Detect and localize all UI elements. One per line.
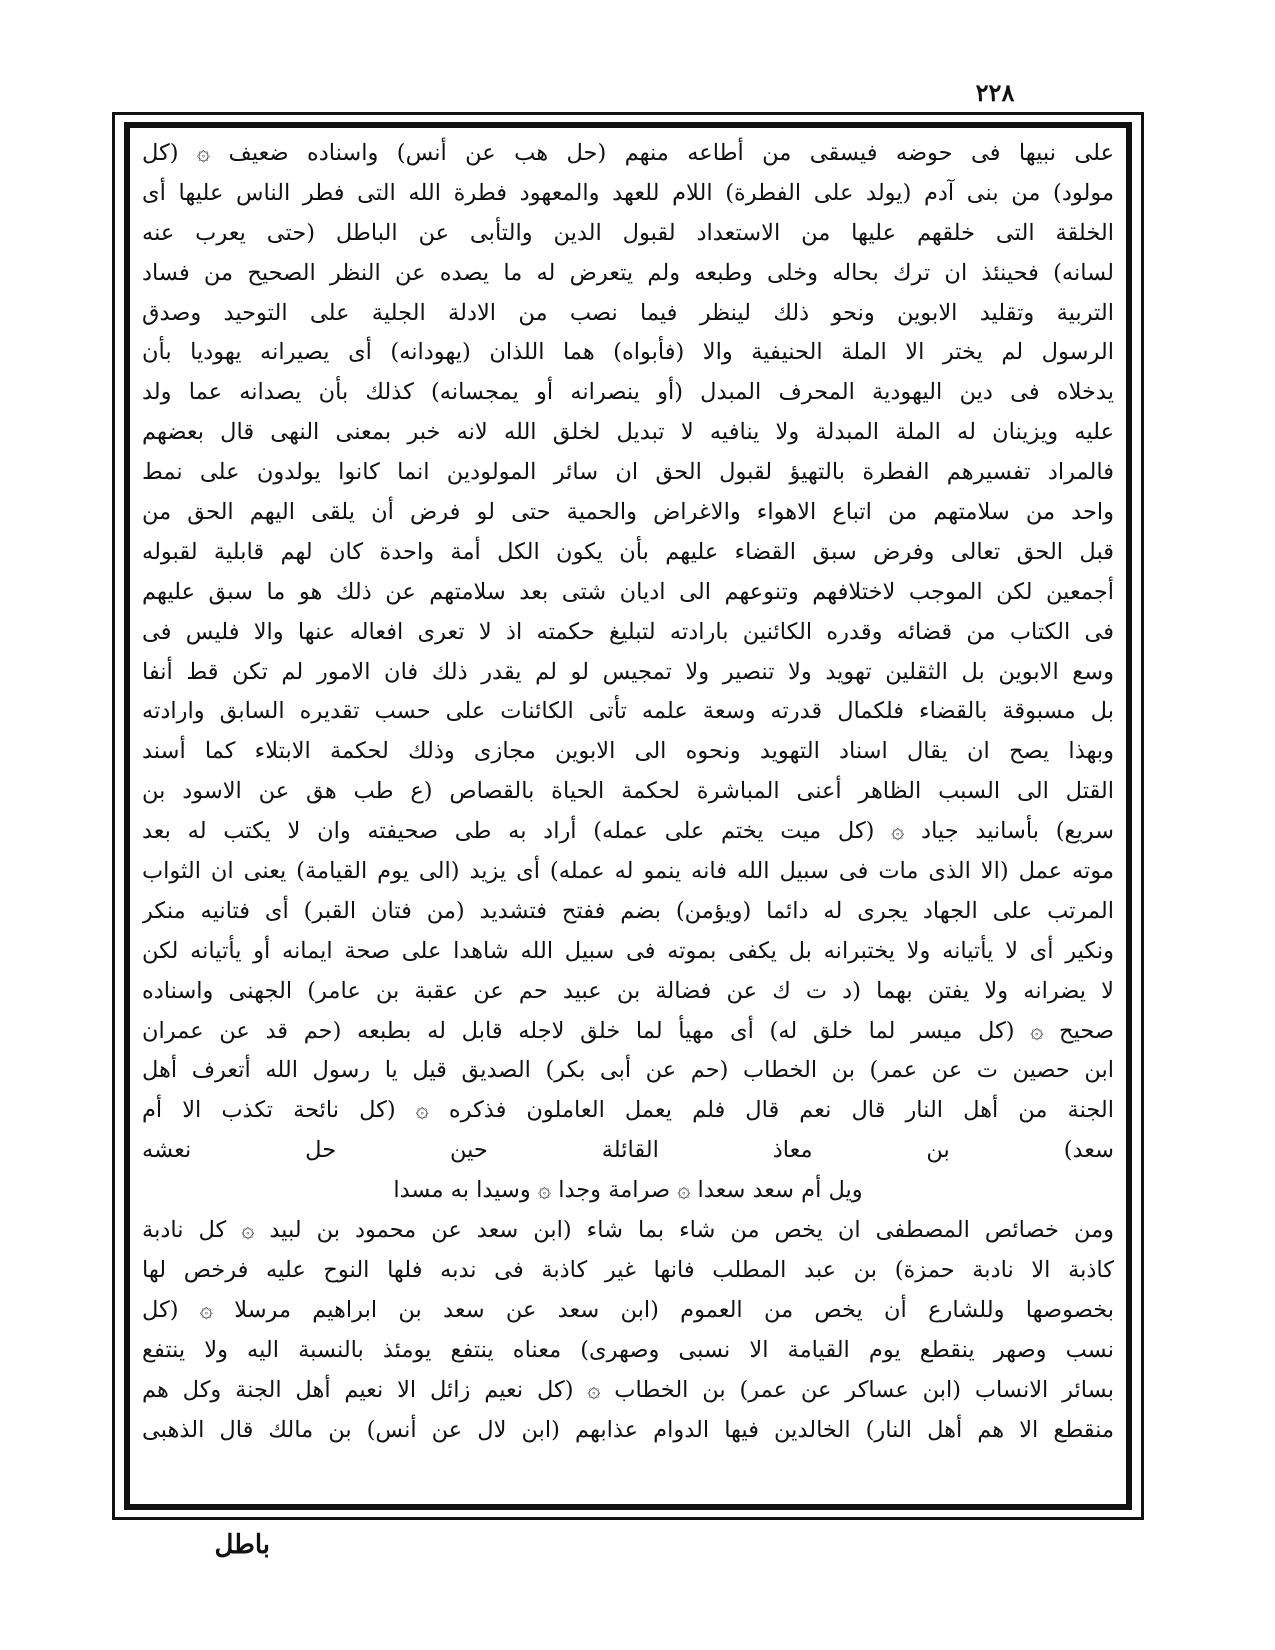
- text-line: بل مسبوقة بالقضاء فلكمال قدرته وسعة علمه تأتى الكائنات على حسب تقديره السابق وارادته: [142, 698, 1114, 725]
- text-line: صحيح ۞ (كل ميسر لما خلق له) أى مهيأ لما خلق لاجله قابل له بطبعه (حم قد عن عمران: [142, 1017, 1114, 1044]
- text-line: الخلقة التى خلقهم عليها من الاستعداد لقبول الدين والتأبى عن الباطل (حتى يعرب عنه: [142, 219, 1114, 246]
- text-line: وبهذا يصح ان يقال اسناد التهويد ونحوه الى الابوين مجازى وذلك لحكمة الابتلاء كما أسند: [142, 738, 1114, 765]
- text-line: فى الكتاب من قضائه وقدره الكائنين بارادته لتبليغ حكمته اذ لا تعرى افعاله عنها والا فليس فى: [142, 618, 1114, 645]
- text-line: التربية وتقليد الابوين ونحو ذلك لينظر فيما نصب من الادلة الجلية على التوحيد وصدق: [142, 299, 1114, 326]
- text-line: يدخلاه فى دين اليهودية المحرف المبدل (أو ينصرانه أو يمجسانه) كذلك بأن يصدانه عما ولد: [142, 379, 1114, 406]
- text-line: لسانه) فحينئذ ان ترك بحاله وخلى وطبعه ولم يتعرض له ما يصده عن النظر الصحيح من فساد: [142, 259, 1114, 286]
- text-line: الرسول لم يختر الا الملة الحنيفية والا (فأبواه) هما اللذان (يهودانه) أى يصيرانه يهوديا بأن: [142, 339, 1114, 366]
- text-line: مولود) من بنى آدم (يولد على الفطرة) اللام للعهد والمعهود فطرة الله التى فطر الناس عليها أى: [142, 179, 1114, 206]
- text-line: وسع الابوين بل الثقلين تهويد ولا تنصير ولا تمجيس لو لم يقدر ذلك فان الامور لم تكن قط أنفا: [142, 658, 1114, 685]
- text-line: قبل الحق تعالى وفرض سبق القضاء عليهم بأن يكون الكل أمة واحدة كان لهم قابلية لقبوله: [142, 538, 1114, 565]
- text-line: ومن خصائص المصطفى ان يخص من شاء بما شاء (ابن سعد عن محمود بن لبيد ۞ كل نادبة: [142, 1217, 1114, 1244]
- text-line: سريع) بأسانيد جياد ۞ (كل ميت يختم على عمله) أراد به طى صحيفته وان لا يكتب له بعد: [142, 818, 1114, 845]
- text-line: ونكير أى لا يأتيانه ولا يختبرانه بل يكفى بموته فى سبيل الله شاهدا على صحة ايمانه أو يأتيانه لكن: [142, 937, 1114, 964]
- text-line: أجمعين لكن الموجب لاختلافهم وتنوعهم الى اديان شتى بعد سلامتهم عن ذلك هو ما سبق عليهم: [142, 578, 1114, 605]
- text-line: واحد من سلامتهم من اتباع الاهواء والاغراض والحمية حتى لو فرض أن يلقى اليهم الحق من: [142, 499, 1114, 526]
- text-line: كاذبة الا نادبة حمزة) بن عبد المطلب فانها غير كاذبة فى ندبه فلها النوح عليه فرخص لها: [142, 1256, 1114, 1283]
- text-line: سعد) بن معاذ القائلة حين حل نعشه: [142, 1137, 1114, 1164]
- text-line: عليه ويزينان له الملة المبدلة ولا ينافيه لا تبديل لخلق الله لانه خبر بمعنى النهى قال بعضهم: [142, 419, 1114, 446]
- text-line: موته عمل (الا الذى مات فى سبيل الله فانه ينمو له عمله) أى يزيد (الى يوم القيامة) يعنى ان الثواب: [142, 858, 1114, 885]
- text-line: منقطع الا هم أهل النار) الخالدين فيها الدوام عذابهم (ابن لال عن أنس) بن مالك قال الذهبى: [142, 1416, 1114, 1443]
- text-line: ابن حصين ت عن عمر) بن الخطاب (حم عن أبى بكر) الصديق قيل يا رسول الله أتعرف أهل: [142, 1057, 1114, 1084]
- poem-verse: ويل أم سعد سعدا ۞ صرامة وجدا ۞ وسيدا به مسدا: [393, 1177, 863, 1204]
- text-line: نسب وصهر ينقطع يوم القيامة الا نسبى وصهرى) معناه ينتفع يومئذ بالنسبة اليه ولا ينتفع: [142, 1336, 1114, 1363]
- text-body: [142, 134, 1114, 1500]
- text-line: بسائر الانساب (ابن عساكر عن عمر) بن الخطاب ۞ (كل نعيم زائل الا نعيم أهل الجنة وكل هم: [142, 1376, 1114, 1403]
- page-number: ٢٢٨: [975, 78, 1015, 107]
- text-line: لا يضرانه ولا يفتن بهما (د ت ك عن فضالة بن عبيد حم عن عقبة بن عامر) الجهنى واسناده: [142, 977, 1114, 1004]
- text-line: المرتب على الجهاد يجرى له دائما (ويؤمن) بضم ففتح فتشديد (من فتان القبر) أى فتانيه منكر: [142, 897, 1114, 924]
- text-line: الجنة من أهل النار قال نعم قال فلم يعمل العاملون فذكره ۞ (كل نائحة تكذب الا أم: [142, 1097, 1114, 1124]
- text-line: فالمراد تفسيرهم الفطرة بالتهيؤ لقبول الحق ان سائر المولودين انما كانوا يولدون على نمط: [142, 459, 1114, 486]
- text-line: القتل الى السبب الظاهر أعنى المباشرة لحكمة الحياة بالقصاص (ع طب هق عن الاسود بن: [142, 778, 1114, 805]
- text-line: على نبيها فى حوضه فيسقى من أطاعه منهم (حل هب عن أنس) واسناده ضعيف ۞ (كل: [142, 140, 1114, 166]
- text-line: بخصوصها وللشارع أن يخص من العموم (ابن سعد عن سعد بن ابراهيم مرسلا ۞ (كل: [142, 1296, 1114, 1323]
- catchword: باطل: [214, 1530, 270, 1560]
